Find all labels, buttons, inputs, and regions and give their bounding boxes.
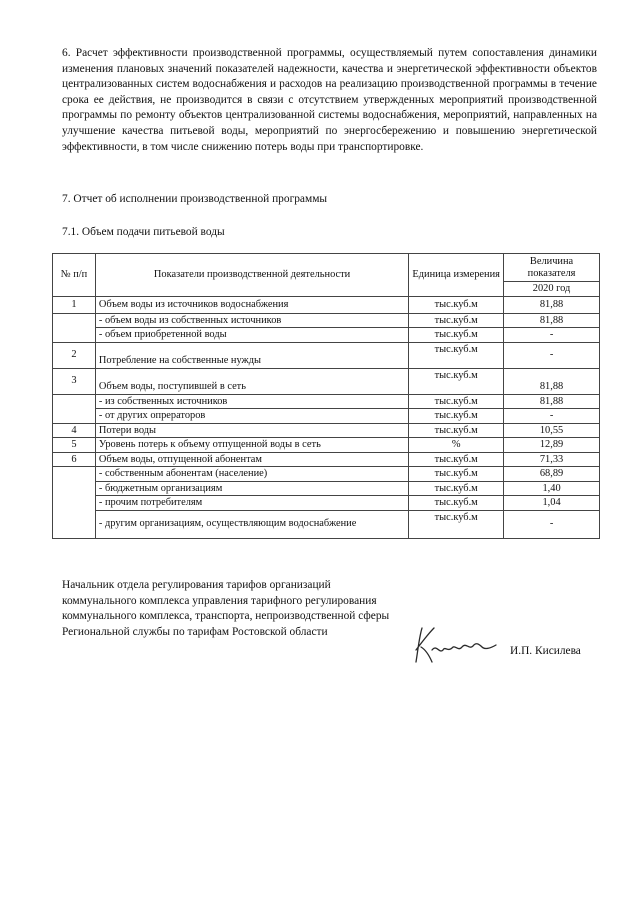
row-value: -: [504, 342, 600, 368]
row-name: - объем воды из собственных источников: [95, 313, 408, 328]
row-num: [53, 467, 96, 539]
table-row: [53, 394, 600, 409]
table-row: [53, 467, 600, 482]
row-num: 4: [53, 423, 96, 438]
header-unit: Единица измерения: [409, 254, 504, 297]
signatory-name: И.П. Кисилева: [510, 645, 581, 657]
row-value: 81,88: [504, 313, 600, 328]
row-unit: тыс.куб.м: [409, 496, 504, 511]
row-value: 81,88: [504, 368, 600, 394]
row-name: - из собственных источников: [95, 394, 408, 409]
row-value: 81,88: [504, 394, 600, 409]
row-value: 1,04: [504, 496, 600, 511]
table-row: [53, 438, 600, 453]
row-num: 2: [53, 342, 96, 368]
header-num: № п/п: [53, 254, 96, 297]
row-name: - бюджетным организациям: [95, 481, 408, 496]
row-unit: %: [409, 438, 504, 453]
row-unit: тыс.куб.м: [409, 328, 504, 343]
table-row: [53, 368, 600, 394]
table-row: [53, 481, 600, 496]
table-row: [53, 510, 600, 538]
table-row: [53, 342, 600, 368]
row-num: [53, 394, 96, 423]
row-name: - собственным абонентам (население): [95, 467, 408, 482]
row-name: - объем приобретенной воды: [95, 328, 408, 343]
row-unit: тыс.куб.м: [409, 423, 504, 438]
row-name: Потери воды: [95, 423, 408, 438]
row-name: Объем воды, поступившей в сеть: [95, 368, 408, 394]
table-row: [53, 496, 600, 511]
water-supply-table: [52, 253, 600, 539]
row-value: -: [504, 510, 600, 538]
row-value: 81,88: [504, 296, 600, 313]
row-name: Объем воды, отпущенной абонентам: [95, 452, 408, 467]
table-row: [53, 296, 600, 313]
row-name: - прочим потребителям: [95, 496, 408, 511]
section-7-1-title: 7.1. Объем подачи питьевой воды: [62, 226, 225, 238]
row-name: - от других опрераторов: [95, 409, 408, 424]
table-row: [53, 328, 600, 343]
row-unit: тыс.куб.м: [409, 467, 504, 482]
row-name: Объем воды из источников водоснабжения: [95, 296, 408, 313]
row-value: 71,33: [504, 452, 600, 467]
table-row: [53, 423, 600, 438]
row-value: -: [504, 328, 600, 343]
row-unit: тыс.куб.м: [409, 296, 504, 313]
header-value: Величина показателя: [504, 254, 600, 282]
signatory-position: Начальник отдела регулирования тарифов организаций коммунального комплекса управления тарифного регулирования коммунального комплекса, транспорта, непроизводственной сферы Региональной службы по тарифам Ростовской области: [62, 579, 390, 638]
row-unit: тыс.куб.м: [409, 510, 504, 538]
row-num: 5: [53, 438, 96, 453]
row-unit: тыс.куб.м: [409, 409, 504, 424]
row-name: Уровень потерь к объему отпущенной воды в сеть: [95, 438, 408, 453]
row-value: 68,89: [504, 467, 600, 482]
row-num: 1: [53, 296, 96, 313]
row-unit: тыс.куб.м: [409, 368, 504, 394]
row-name: Потребление на собственные нужды: [95, 342, 408, 368]
row-num: 6: [53, 452, 96, 467]
handwritten-signature: [412, 620, 498, 666]
table-row: [53, 452, 600, 467]
header-year: 2020 год: [504, 282, 600, 297]
row-value: 12,89: [504, 438, 600, 453]
row-unit: тыс.куб.м: [409, 481, 504, 496]
section-6-paragraph: 6. Расчет эффективности производственной программы, осуществляемый путем сопоставления динамики изменения плановых значений показателей надежности, качества и энергетической эффективности объектов централизованных систем водоснабжения и расходов на реализацию производственной программы в течение срока ее действия, не производится в связи с отсутствием утвержденных мероприятий производственной программы по ремонту объектов централизованной системы водоснабжения, мероприятий, направленных на улучшение качества питьевой воды, мероприятий по энергосбережению и повышению энергетической эффективности, в том числе снижению потерь воды при транспортировке.: [62, 47, 597, 153]
row-num: [53, 313, 96, 342]
row-unit: тыс.куб.м: [409, 394, 504, 409]
row-unit: тыс.куб.м: [409, 342, 504, 368]
row-num: 3: [53, 368, 96, 394]
row-value: -: [504, 409, 600, 424]
row-unit: тыс.куб.м: [409, 313, 504, 328]
row-value: 1,40: [504, 481, 600, 496]
row-name: - другим организациям, осуществляющим водоснабжение: [95, 510, 408, 538]
section-7-title: 7. Отчет об исполнении производственной программы: [62, 193, 328, 205]
table-row: [53, 409, 600, 424]
table-row: [53, 313, 600, 328]
header-indicator: Показатели производственной деятельности: [95, 254, 408, 297]
row-unit: тыс.куб.м: [409, 452, 504, 467]
row-value: 10,55: [504, 423, 600, 438]
